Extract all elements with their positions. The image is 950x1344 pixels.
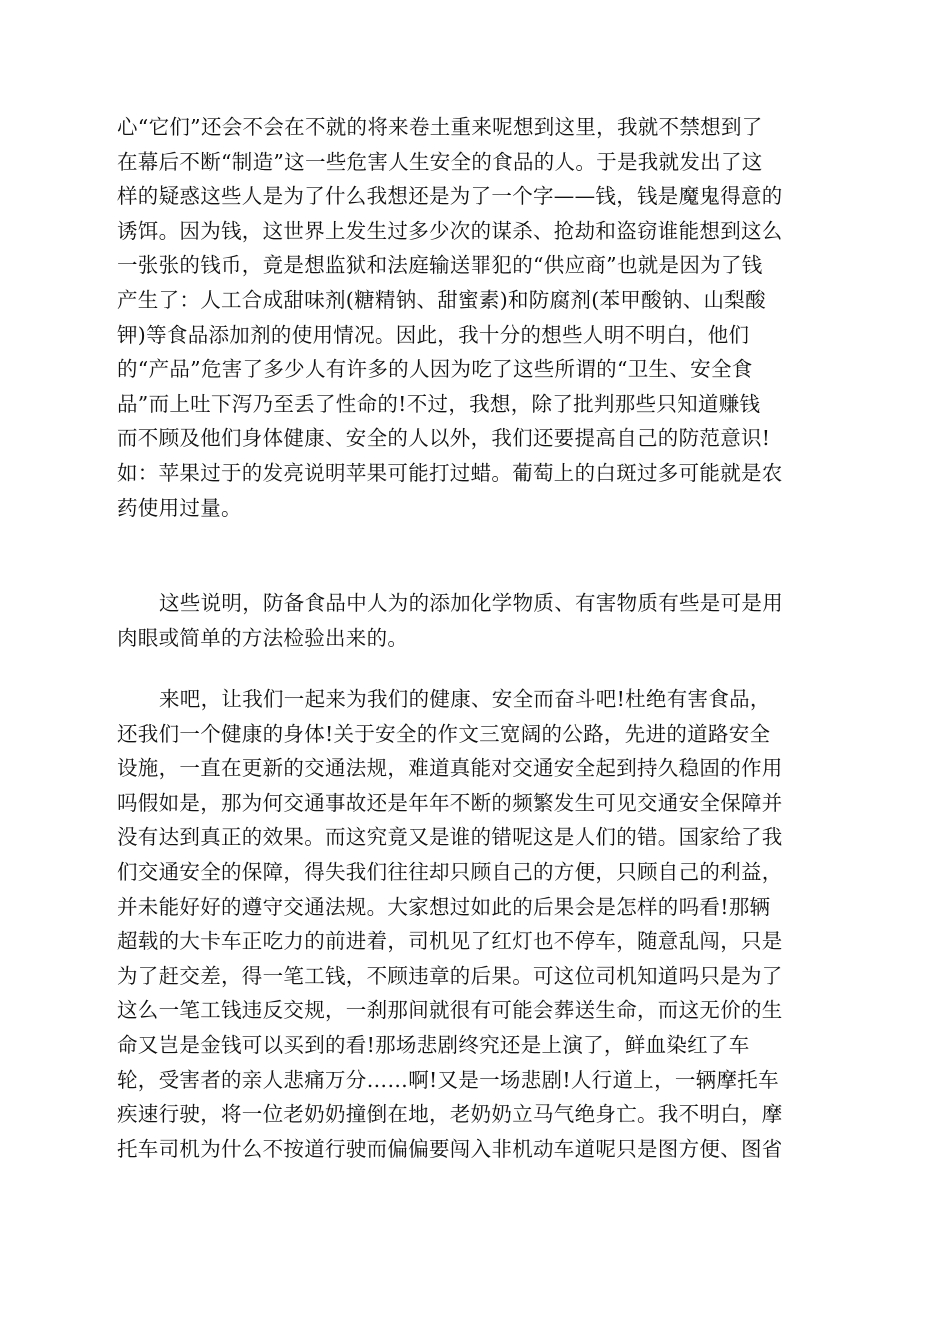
text-line: 托车司机为什么不按道行驶而偏偏要闯入非机动车道呢只是图方便、图省 — [117, 1136, 783, 1161]
paragraph-3 — [117, 682, 833, 1166]
text-line: 一张张的钱币，竟是想监狱和法庭输送罪犯的“供应商”也就是因为了钱 — [117, 253, 763, 278]
paragraph-1 — [117, 110, 833, 525]
text-line: 没有达到真正的效果。而这究竟又是谁的错呢这是人们的错。国家给了我 — [117, 825, 783, 850]
text-line: 轮，受害者的亲人悲痛万分……啊!又是一场悲剧!人行道上，一辆摩托车 — [117, 1067, 779, 1092]
text-line: 的“产品”危害了多少人有许多的人因为吃了这些所谓的“卫生、安全食 — [117, 357, 753, 382]
text-line: 品”而上吐下泻乃至丢了性命的!不过，我想，除了批判那些只知道赚钱 — [117, 391, 761, 416]
text-line: 产生了：人工合成甜味剂(糖精钠、甜蜜素)和防腐剂(苯甲酸钠、山梨酸 — [117, 287, 766, 312]
text-line: 如：苹果过于的发亮说明苹果可能打过蜡。葡萄上的白斑过多可能就是农 — [117, 460, 783, 485]
text-line: 肉眼或简单的方法检验出来的。 — [117, 625, 409, 650]
text-line: 药使用过量。 — [117, 495, 242, 520]
text-line: 而不顾及他们身体健康、安全的人以外，我们还要提高自己的防范意识! — [117, 426, 771, 451]
text-line: 在幕后不断“制造”这一些危害人生安全的食品的人。于是我就发出了这 — [117, 149, 763, 174]
paragraph-2 — [117, 586, 833, 655]
text-line: 诱饵。因为钱，这世界上发生过多少次的谋杀、抢劫和盗窃谁能想到这么 — [117, 218, 783, 243]
text-line: 还我们一个健康的身体!关于安全的作文三宽阔的公路，先进的道路安全 — [117, 721, 771, 746]
text-line: 超载的大卡车正吃力的前进着，司机见了红灯也不停车，随意乱闯，只是 — [117, 929, 783, 954]
text-line: 这么一笔工钱违反交规，一刹那间就很有可能会葬送生命，而这无价的生 — [117, 998, 783, 1023]
text-line: 命又岂是金钱可以买到的看!那场悲剧终究还是上演了，鲜血染红了车 — [117, 1032, 750, 1057]
text-line: 吗假如是，那为何交通事故还是年年不断的频繁发生可见交通安全保障并 — [117, 790, 783, 815]
text-line: 钾)等食品添加剂的使用情况。因此，我十分的想些人明不明白，他们 — [117, 322, 750, 347]
text-line: 来吧，让我们一起来为我们的健康、安全而奋斗吧!杜绝有害食品， — [159, 687, 771, 711]
text-line: 为了赶交差，得一笔工钱，不顾违章的后果。可这位司机知道吗只是为了 — [117, 963, 783, 988]
text-line: 疾速行驶，将一位老奶奶撞倒在地，老奶奶立马气绝身亡。我不明白，摩 — [117, 1102, 783, 1127]
text-line: 并未能好好的遵守交通法规。大家想过如此的后果会是怎样的吗看!那辆 — [117, 894, 771, 919]
text-line: 们交通安全的保障，得失我们往往却只顾自己的方便，只顾自己的利益， — [117, 859, 783, 884]
text-line: 心“它们”还会不会在不就的将来卷土重来呢想到这里，我就不禁想到了 — [117, 115, 763, 139]
text-line: 这些说明，防备食品中人为的添加化学物质、有害物质有些是可是用 — [159, 591, 783, 615]
text-line: 样的疑惑这些人是为了什么我想还是为了一个字——钱，钱是魔鬼得意的 — [117, 184, 783, 209]
text-line: 设施，一直在更新的交通法规，难道真能对交通安全起到持久稳固的作用 — [117, 756, 783, 781]
